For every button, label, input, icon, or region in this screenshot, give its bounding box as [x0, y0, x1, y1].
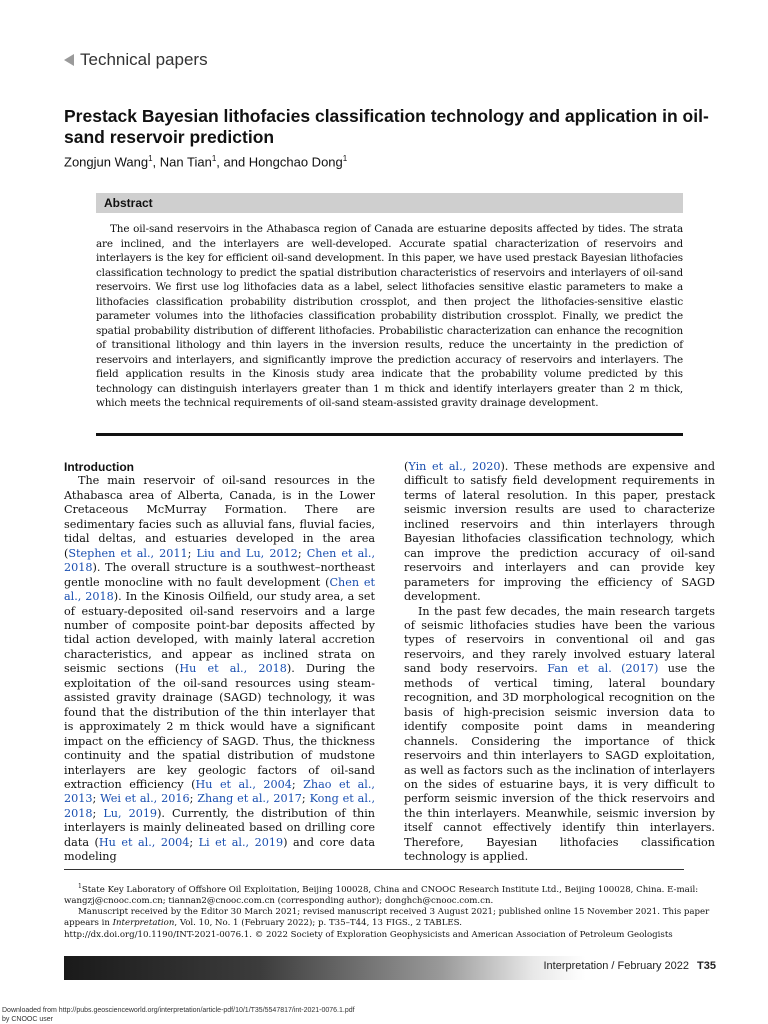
citation-link[interactable]: Fan et al. (2017) — [547, 662, 659, 676]
body-text: ; — [301, 792, 310, 806]
intro-paragraph-continued — [404, 460, 715, 605]
author-affiliation-mark: 1 — [342, 154, 348, 163]
body-text: ; — [189, 792, 198, 806]
author-name: Nan Tian — [159, 154, 212, 170]
author-name: Zongjun Wang — [64, 154, 149, 170]
body-text: ; — [92, 792, 101, 806]
body-text: In the past few decades, the main research targets of seismic lithofacies studies have been the various types of reservoirs in conventional oil and gas reservoirs, and they rarely involved estuary lateral sand body reservoirs. — [404, 604, 715, 676]
author-affiliation-mark: 1 — [211, 154, 217, 163]
citation-link[interactable]: Liu and Lu, 2012 — [196, 546, 298, 560]
body-text: ) and core data modeling — [64, 835, 375, 864]
introduction-heading: Introduction — [64, 460, 134, 474]
manuscript-footnote — [64, 907, 716, 929]
manuscript-text: , Vol. 10, No. 1 (February 2022); p. T35–T44, 13 FIGS., 2 TABLES. — [174, 918, 462, 929]
section-tag-label: Technical papers — [80, 50, 208, 69]
intro-paragraph — [404, 605, 715, 865]
author-name: Hongchao Dong — [248, 154, 343, 170]
footnotes — [64, 881, 716, 941]
body-text: ; — [291, 777, 304, 791]
page-number: T35 — [697, 960, 716, 972]
body-text: ). During the exploitation of the oil-sand resources using steam-assisted gravity drainage (SAGD) technology, it was found that the distribution of the thin interlayer that is approximately 2 m thick would have a significant impact on the efficiency of SAGD. Thus, the thickness continuity and the spatial distribution of mudstone interlayers are key geologic factors of oil-sand extraction efficiency ( — [64, 662, 375, 791]
body-text: ( — [404, 460, 409, 473]
author-separator: , and — [216, 154, 249, 170]
citation-link[interactable]: Zhang et al., 2017 — [197, 792, 302, 806]
body-text: ; — [189, 835, 199, 849]
footnote-divider — [64, 869, 684, 870]
download-url: Downloaded from http://pubs.geoscienceworld.org/interpretation/article-pdf/10/1/T35/5547817/int-2021-0076.1.pdf — [2, 1007, 355, 1014]
citation-link[interactable]: Wei et al., 2016 — [100, 792, 190, 806]
triangle-left-icon — [64, 54, 74, 66]
affiliation-footnote — [64, 881, 716, 907]
citation-link[interactable]: Hu et al., 2018 — [179, 662, 287, 676]
intro-paragraph — [64, 474, 375, 864]
body-text: The main reservoir of oil-sand resources in the Athabasca area of Alberta, Canada, is in the Lower Cretaceous McMurray Formation. There are sedimentary facies such as alluvial fans, fluvial facies, tidal deltas, and estuaries developed in the area ( — [64, 474, 375, 560]
abstract-heading: Abstract — [96, 193, 683, 213]
citation-link[interactable]: Stephen et al., 2011 — [68, 546, 188, 560]
journal-issue: Interpretation / February 2022 — [543, 960, 690, 972]
abstract-section — [96, 193, 683, 411]
abstract-divider — [96, 433, 683, 436]
body-text: ; — [297, 546, 307, 560]
affiliation-mark: 1 — [78, 883, 82, 890]
abstract-text: The oil-sand reservoirs in the Athabasca region of Canada are estuarine deposits affected by tides. The strata are inclined, and the interlayers are well-developed. Accurate spatial characterization of reservoirs and interlayers is the key for efficient oil-sand development. In this paper, we have used prestack Bayesian lithofacies classification technology to predict the spatial distribution characteristics of reservoirs and interlayers of oil-sand reservoirs. We first use log lithofacies data as a label, select lithofacies sensitive elastic parameters to make a lithofacies classification probability distribution crossplot, and then project the lithofacies-sensitive elastic parameter volumes into the lithofacies classification probability distribution crossplot. Finally, we predict the spatial probability distribution of different lithofacies. Probabilistic characterization can enhance the recognition of transitional lithology and thin layers in the inversion results, reduce the uncertainty in the prediction of reservoirs and interlayers, and significantly improve the prediction accuracy of reservoirs and interlayers. The field application results in the Kinosis study area indicate that the probability volume predicted by this technology can distinguish interlayers greater than 1 m thick and identify interlayers greater than 2 m thick, which meets the technical requirements of oil-sand steam-assisted gravity drainage development. — [96, 223, 683, 409]
download-user: by CNOOC user — [2, 1016, 53, 1023]
section-tag — [64, 50, 208, 70]
doi-line: http://dx.doi.org/10.1190/INT-2021-0076.1. © 2022 Society of Exploration Geophysicists and American Association of Petroleum Geologists — [64, 929, 673, 940]
citation-link[interactable]: Hu et al., 2004 — [195, 777, 292, 791]
paper-title: Prestack Bayesian lithofacies classification technology and application in oil-sand reservoir prediction — [64, 106, 709, 147]
citation-link[interactable]: Lu, 2019 — [103, 806, 158, 820]
body-text: use the methods of vertical timing, lateral boundary recognition, and 3D morphological recognition on the basis of high-precision seismic inversion data to identify composite point dams in meandering channels. Considering the importance of thick reservoirs and thin interlayers to SAGD exploitation, as well as factors such as the inclination of interlayers on the sides of estuarine bays, it is very difficult to perform seismic inversion of the thick reservoirs and the thin interlayers. Meanwhile, seismic inversion by itself cannot effectively identify thin interlayers. Therefore, Bayesian lithofacies classification technology is applied. — [404, 662, 715, 864]
body-text: ; — [187, 546, 197, 560]
citation-link[interactable]: Yin et al., 2020 — [408, 460, 501, 473]
body-text: ). The overall structure is a southwest–northeast gentle monocline with no fault development ( — [64, 561, 375, 589]
body-text: ; — [92, 806, 104, 820]
body-text: ). Currently, the distribution of thin interlayers is mainly delineated based on drilling core data ( — [64, 806, 376, 849]
right-column — [404, 460, 715, 865]
manuscript-text: Manuscript received by the Editor 30 March 2021; revised manuscript received 3 August 2021; published online 15 November 2021. This paper appears in — [64, 907, 710, 929]
affiliation-text: State Key Laboratory of Offshore Oil Exploitation, Beijing 100028, China and CNOOC Research Institute Ltd., Beijing 100028, China. E-mail: wangzj@cnooc.com.cn; tiannan2@cnooc.com.cn (corresponding author); donghch@cnooc.com.cn. — [64, 884, 699, 907]
citation-link[interactable]: Kong et al., 2018 — [64, 792, 376, 820]
citation-link[interactable]: Zhao et al., 2013 — [64, 777, 375, 806]
download-notice — [2, 1006, 355, 1024]
body-text: ). These methods are expensive and difficult to satisfy field development requirements in terms of lateral resolution. In this paper, prestack seismic inversion results are used to characterize inclined reservoirs and thin interlayers through Bayesian lithofacies classification technology, which can improve the prediction accuracy of oil-sand reservoirs and interlayers and can provide key parameters for improving the efficiency of SAGD development. — [404, 460, 715, 604]
citation-link[interactable]: Chen et al., 2018 — [64, 546, 376, 575]
citation-link[interactable]: Chen et al., 2018 — [64, 575, 376, 604]
citation-link[interactable]: Li et al., 2019 — [198, 835, 284, 849]
body-text: ). In the Kinosis Oilfield, our study area, a set of estuary-deposited oil-sand reservoirs and a large number of composite point-bar deposits affected by tidal action developed, with mainly lateral accretion characteristics, and appear as inclined strata on seismic sections ( — [64, 590, 376, 676]
author-affiliation-mark: 1 — [148, 154, 153, 163]
author-separator: , — [152, 154, 160, 170]
author-list — [64, 154, 347, 169]
left-column — [64, 460, 375, 865]
citation-link[interactable]: Hu et al., 2004 — [98, 835, 190, 849]
running-footer — [544, 960, 717, 972]
journal-name: Interpretation — [112, 918, 175, 929]
